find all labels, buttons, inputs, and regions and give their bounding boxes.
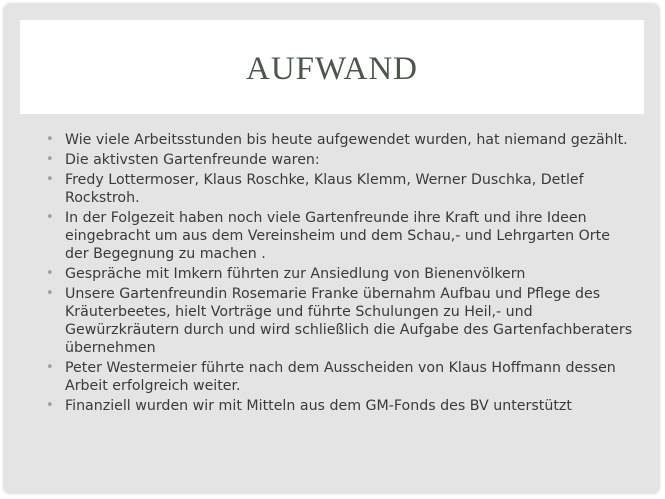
bullet-text: Fredy Lottermoser, Klaus Roschke, Klaus Klemm, Werner Duschka, Detlef Rockstroh. (65, 172, 584, 206)
title-box (20, 20, 644, 114)
bullet-text: Wie viele Arbeitsstunden bis heute aufgewendet wurden, hat niemand gezählt. (65, 132, 628, 148)
slide (4, 4, 659, 493)
bullet-dot-icon: • (46, 172, 54, 187)
bullet-dot-icon: • (46, 286, 54, 301)
bullet-item (45, 397, 635, 415)
bullet-dot-icon: • (46, 266, 54, 281)
bullet-item (45, 151, 635, 169)
bullet-item (45, 209, 635, 263)
bullet-dot-icon: • (46, 398, 54, 413)
bullet-item (45, 131, 635, 149)
bullet-item (45, 359, 635, 395)
bullet-item (45, 265, 635, 283)
bullet-dot-icon: • (46, 152, 54, 167)
bullet-list (45, 131, 635, 417)
bullet-text: Finanziell wurden wir mit Mitteln aus dem GM-Fonds des BV unterstützt (65, 398, 572, 414)
bullet-text: Unsere Gartenfreundin Rosemarie Franke übernahm Aufbau und Pflege des Kräuterbeetes, hielt Vorträge und führte Schulungen zu Heil,- und Gewürzkräutern durch und wird schließlich die Aufgabe des Gartenfachberaters übernehmen (65, 286, 633, 356)
bullet-item (45, 285, 635, 357)
bullet-dot-icon: • (46, 132, 54, 147)
slide-title: AUFWAND (246, 50, 418, 87)
bullet-text: In der Folgezeit haben noch viele Gartenfreunde ihre Kraft und ihre Ideen eingebracht um aus dem Vereinsheim und dem Schau,- und Lehrgarten Orte der Begegnung zu machen . (65, 210, 610, 262)
bullet-dot-icon: • (46, 360, 54, 375)
bullet-item (45, 171, 635, 207)
bullet-text: Die aktivsten Gartenfreunde waren: (65, 152, 320, 168)
bullet-text: Gespräche mit Imkern führten zur Ansiedlung von Bienenvölkern (65, 266, 526, 282)
bullet-dot-icon: • (46, 210, 54, 225)
bullet-text: Peter Westermeier führte nach dem Ausscheiden von Klaus Hoffmann dessen Arbeit erfolgreich weiter. (65, 360, 616, 394)
